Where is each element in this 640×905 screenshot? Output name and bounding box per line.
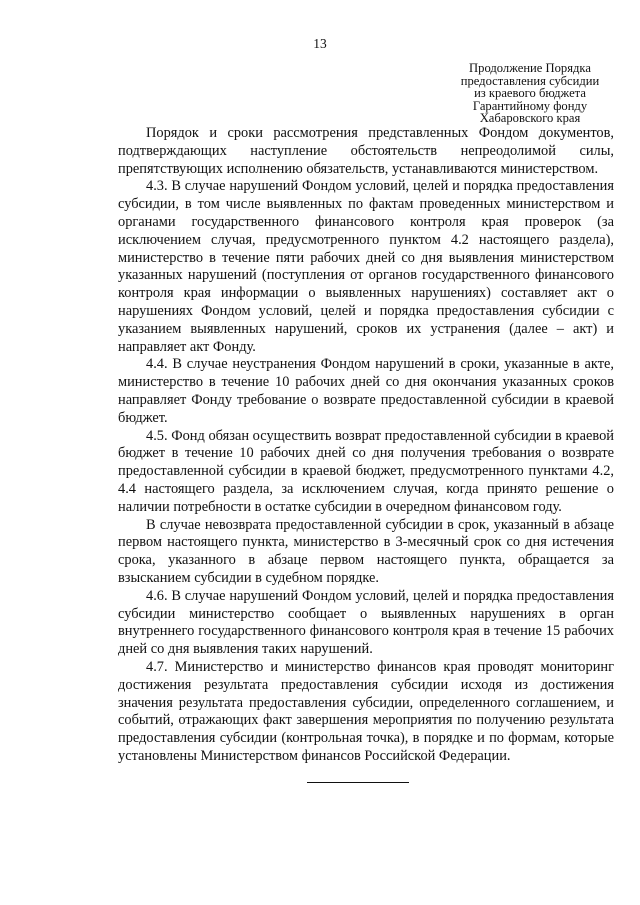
end-divider: [307, 782, 409, 783]
header-line: Хабаровского края: [479, 111, 581, 126]
paragraph-4-5: 4.5. Фонд обязан осуществить возврат предоставленной субсидии в краевой бюджет в течение 10 рабочих дней со дня получения требования о возврате предоставленной субсидии в краевой бюджет, предусмотренного пунктами 4.2, 4.4 настоящего раздела, за исключением случая, когда принято решение о наличии потребности в остатке субсидии в очередном финансовом году.: [118, 427, 614, 515]
paragraph: Порядок и сроки рассмотрения представленных Фондом документов, подтверждающих наступление обстоятельств непреодолимой силы, препятствующих исполнению обязательств, устанавливаются министерством.: [118, 125, 614, 177]
paragraph-4-4: 4.4. В случае неустранения Фондом нарушений в сроки, указанные в акте, министерство в течение 10 рабочих дней со дня окончания указанных сроков направляет Фонду требование о возврате предоставленной субсидии в краевой бюджет.: [118, 356, 614, 426]
header-line: из краевого бюджета: [474, 86, 586, 101]
paragraph-4-7: 4.7. Министерство и министерство финансов края проводят мониторинг достижения результата предоставления субсидии исходя из достижения значения результата предоставления субсидии, определенного соглашением, и событий, отражающих факт завершения мероприятия по получению результата предоставления субсидии (контрольная точка), в порядке и по формам, которые установлены Министерством финансов Российской Федерации.: [118, 658, 614, 764]
header-line: Продолжение Порядка: [469, 61, 591, 75]
paragraph: В случае невозврата предоставленной субсидии в срок, указанный в абзаце первом настоящего пункта, министерство в 3-месячный срок со дня истечения срока, указанного в абзаце первом настоящего пункта, обращается за взысканием субсидии в судебном порядке.: [118, 516, 614, 586]
header-line: Гарантийному фонду: [472, 98, 588, 113]
page-number: 13: [313, 36, 327, 51]
document-header: [430, 62, 630, 125]
document-body: [118, 125, 614, 766]
paragraph-4-3: 4.3. В случае нарушений Фондом условий, целей и порядка предоставления субсидии, в том числе выявленных по фактам проведенных министерством и органами государственного финансового контроля края проверок (за исключением случая, предусмотренного пунктом 4.2 настоящего раздела), министерство в течение пяти рабочих дней со дня выявления министерством указанных нарушений (поступления от органов государственного финансового контроля края информации о выявленных нарушениях) составляет акт о нарушениях Фондом условий, целей и порядка предоставления субсидии с указанием выявленных нарушений, сроков их устранения (далее – акт) и направляет акт Фонду.: [118, 178, 614, 355]
header-line: предоставления субсидии: [460, 73, 600, 88]
paragraph-4-6: 4.6. В случае нарушений Фондом условий, целей и порядка предоставления субсидии министерство сообщает о выявленных нарушениях в орган внутреннего государственного финансового контроля края в течение 15 рабочих дней со дня выявления таких нарушений.: [118, 587, 614, 658]
